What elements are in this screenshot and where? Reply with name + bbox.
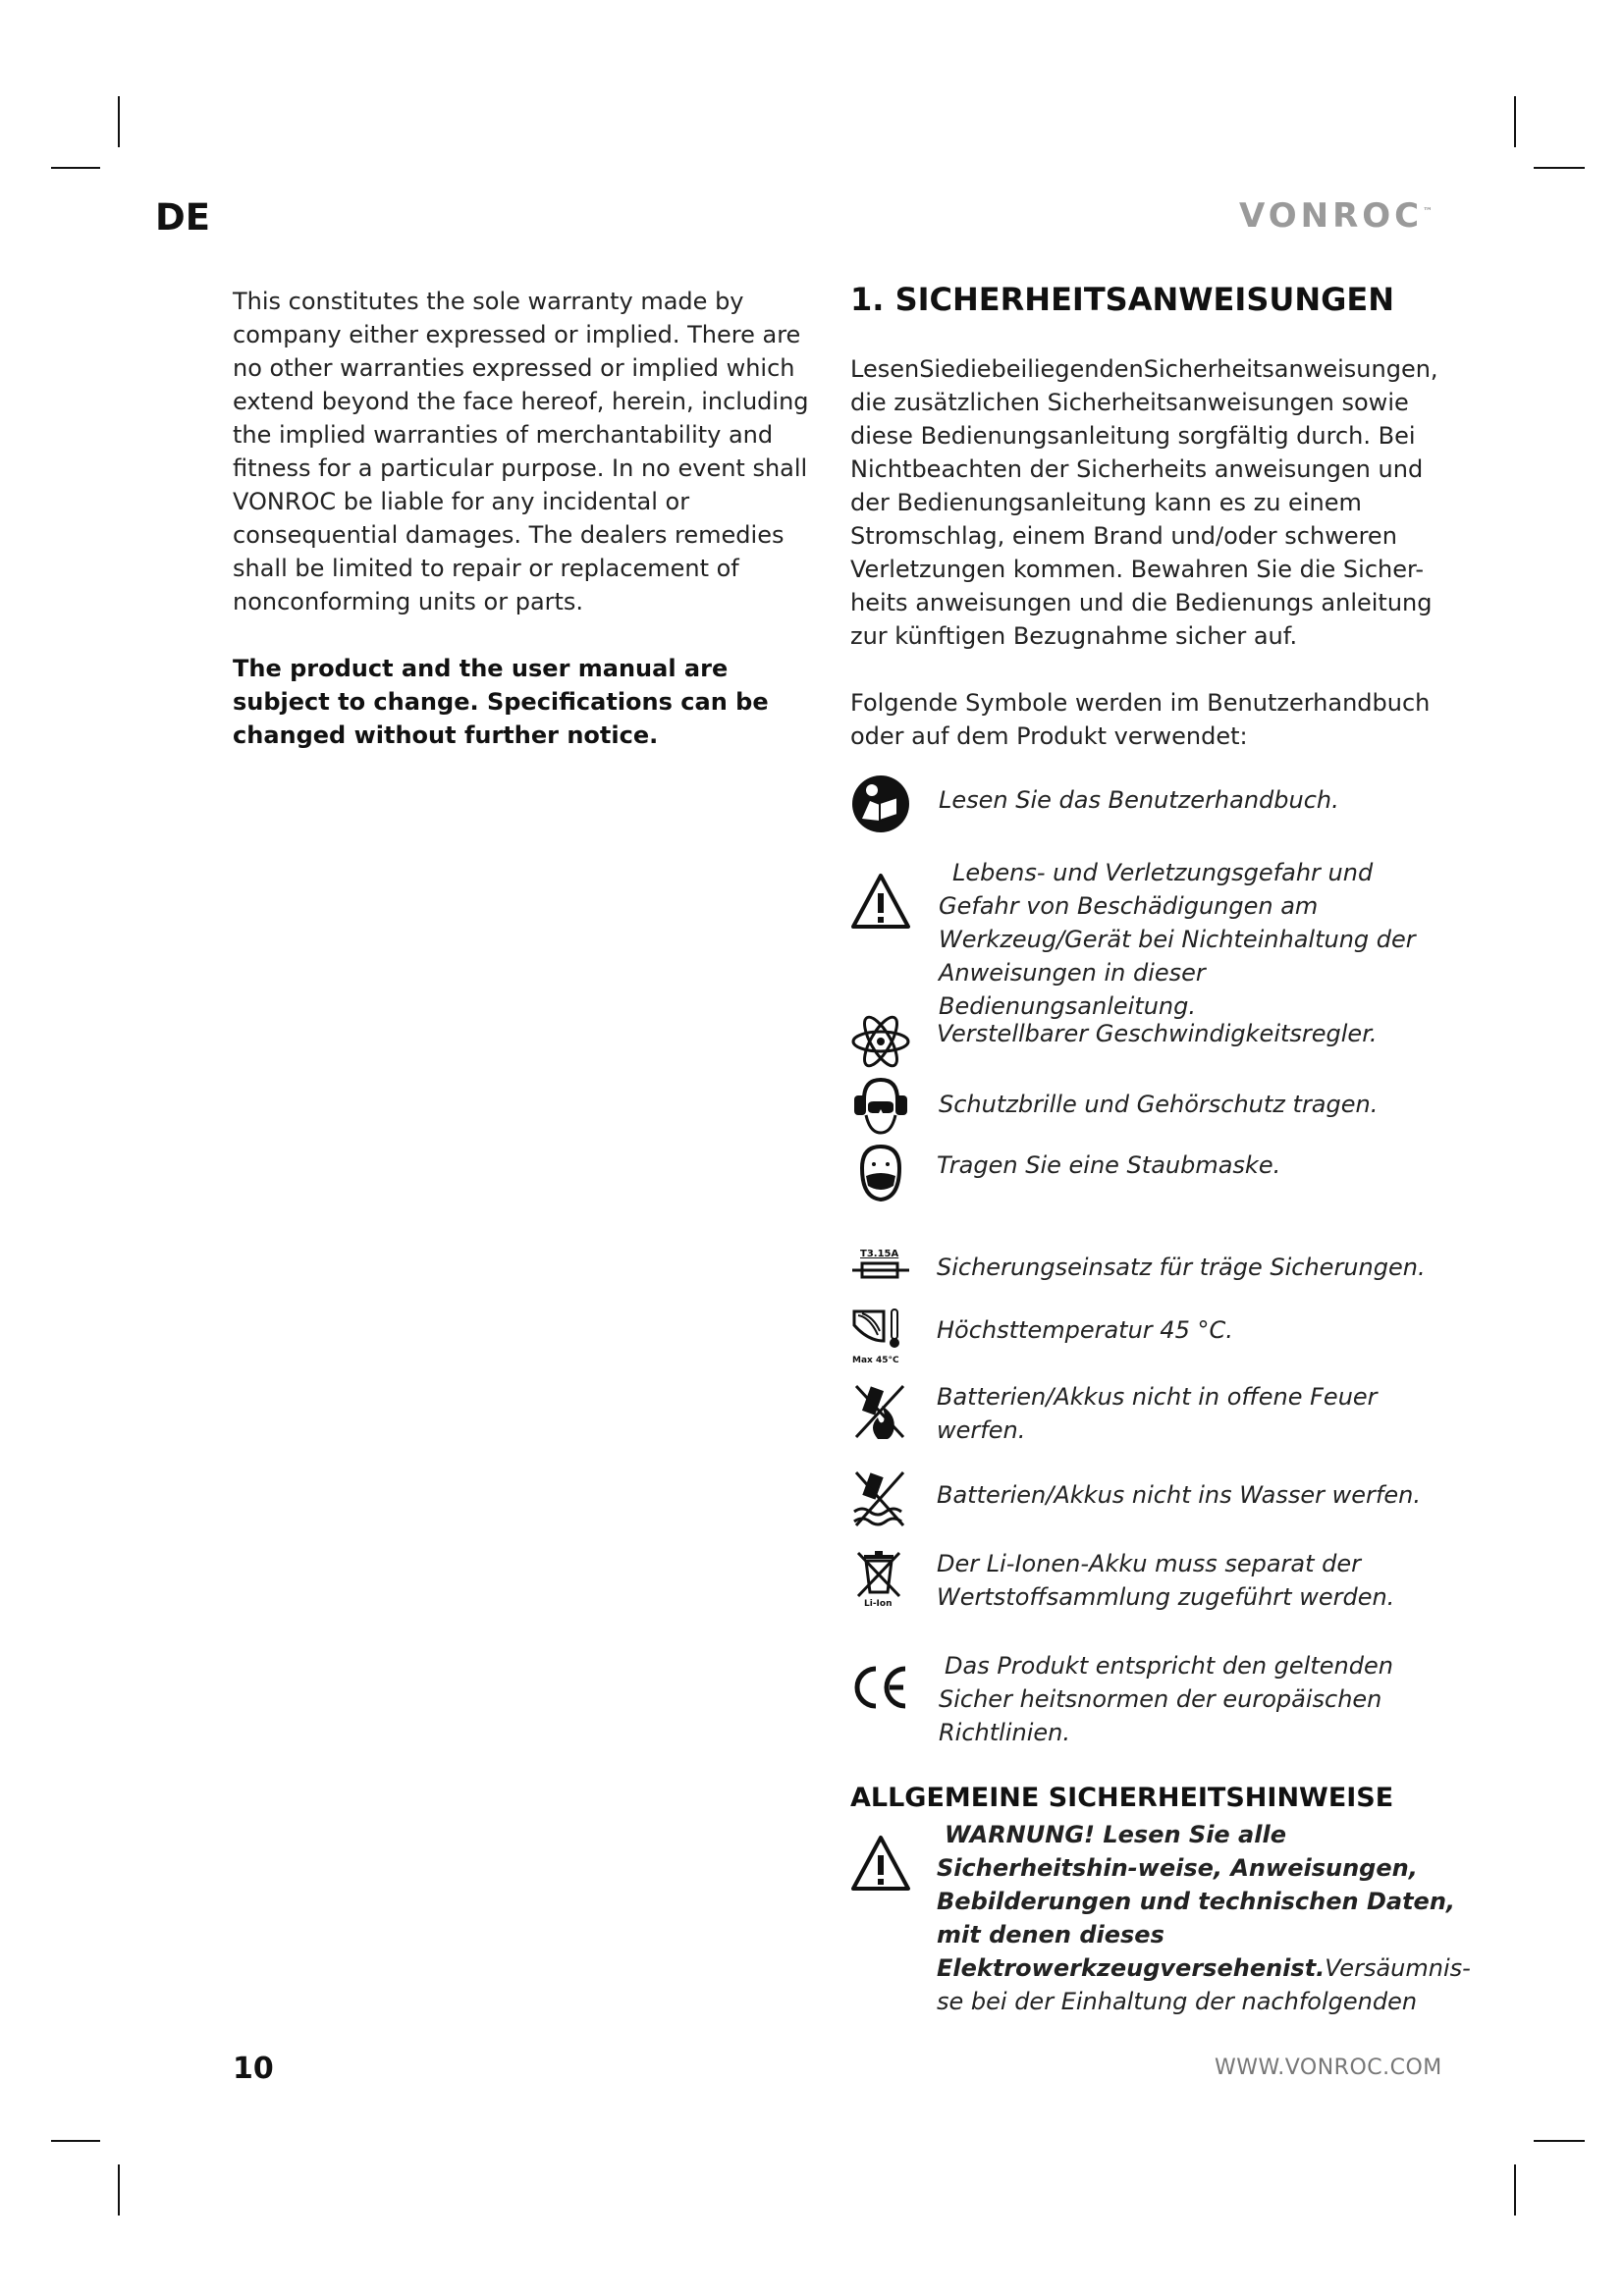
brand-logo	[1239, 196, 1433, 236]
ce-mark-icon	[850, 1663, 911, 1724]
li-ion-icon-label: Li-Ion	[864, 1599, 893, 1608]
no-water-battery-icon	[850, 1468, 911, 1529]
warning-triangle-icon	[850, 1834, 911, 1895]
goggles-ear-protection-icon	[850, 1076, 911, 1137]
symbol-text: Höchsttemperatur 45 °C.	[937, 1316, 1233, 1344]
general-safety-title: ALLGEMEINE SICHERHEITSHINWEISE	[850, 1783, 1394, 1813]
warning-bold-text: WARNUNG! Lesen Sie alle Sicherheitshin-weise, Anweisungen, Bebilderungen und technischen Daten, mit denen dieses Elektrowerkzeugversehenist.	[937, 1821, 1456, 1982]
symbol-text: Lesen Sie das Benutzerhandbuch.	[939, 786, 1339, 814]
no-fire-battery-icon	[850, 1380, 911, 1441]
symbol-text: Verstellbarer Geschwindigkeitsregler.	[937, 1020, 1378, 1047]
general-warning-text	[937, 1818, 1471, 2018]
symbol-text: Schutzbrille und Gehörschutz tragen.	[939, 1091, 1379, 1118]
crop-mark-bottom-left-h	[51, 2140, 100, 2142]
symbol-text: Tragen Sie eine Staubmaske.	[937, 1151, 1281, 1179]
fuse-icon	[850, 1245, 911, 1306]
max-temperature-icon-label: Max 45°C	[852, 1356, 899, 1365]
crop-mark-bottom-right-h	[1534, 2140, 1585, 2142]
change-notice-paragraph: The product and the user manual are subject to change. Specifications can be changed without further notice.	[233, 655, 769, 749]
read-manual-icon	[850, 774, 911, 834]
warranty-paragraph: This constitutes the sole warranty made by company either expressed or implied. There are no other warranties expressed or implied which extend beyond the face hereof, herein, including the implied warranties of merchantability and fitness for a particular purpose. In no event shall VONROC be liable for any incidental or consequential damages. The dealers remedies shall be limited to repair or replacement of nonconforming units or parts.	[233, 288, 809, 615]
symbol-text: Batterien/Akkus nicht in offene Feuer werfen.	[937, 1383, 1378, 1444]
li-ion-recycle-icon	[850, 1547, 911, 1608]
symbols-intro-paragraph: Folgende Symbole werden im Benutzerhandbuch oder auf dem Produkt verwendet:	[850, 689, 1431, 750]
crop-mark-bottom-left-v	[118, 2164, 120, 2216]
brand-logo-mark: ™	[1423, 206, 1434, 218]
right-column	[850, 278, 1459, 786]
warning-triangle-icon	[850, 872, 911, 933]
left-column	[233, 285, 822, 785]
crop-mark-top-left-v	[118, 96, 120, 147]
crop-mark-bottom-right-v	[1514, 2164, 1516, 2216]
dust-mask-icon	[850, 1143, 911, 1203]
crop-mark-top-right-v	[1514, 96, 1516, 147]
symbol-text: Batterien/Akkus nicht ins Wasser werfen.	[937, 1481, 1421, 1509]
speed-regulator-icon	[850, 1011, 911, 1072]
fuse-icon-label: T3.15A	[860, 1249, 899, 1259]
page-number: 10	[233, 2052, 274, 2086]
section-title: 1. SICHERHEITSANWEISUNGEN	[850, 281, 1395, 318]
max-temperature-icon	[850, 1306, 911, 1366]
symbol-text: Das Produkt entspricht den geltenden Sicher heitsnormen der europäischen Richtlinien.	[939, 1652, 1393, 1746]
website-url: WWW.VONROC.COM	[1215, 2056, 1442, 2080]
crop-mark-top-left-h	[51, 167, 100, 169]
brand-logo-text: VONROC	[1239, 196, 1424, 236]
symbol-text: Lebens- und Verletzungsgefahr und Gefahr von Beschädigungen am Werkzeug/Gerät bei Nichteinhaltung der Anweisungen in dieser Bedienungsanleitung.	[939, 859, 1416, 1020]
warning-rest-text: Versäumnis-se bei der Einhaltung der nachfolgenden	[937, 1954, 1471, 2015]
symbol-text: Sicherungseinsatz für träge Sicherungen.	[937, 1254, 1426, 1281]
intro-paragraph: LesenSiediebeiliegendenSicherheitsanweisungen, die zusätzlichen Sicherheitsanweisungen sowie diese Bedienungsanleitung sorgfältig durch. Bei Nichtbeachten der Sicherheits anweisungen und der Bedienungsanleitung kann es zu einem Stromschlag, einem Brand und/oder schweren Verletzungen kommen. Bewahren Sie die Sicher-heits anweisungen und die Bedienungs anleitung zur künftigen Bezugnahme sicher auf.	[850, 355, 1438, 650]
crop-mark-top-right-h	[1534, 167, 1585, 169]
symbol-text: Der Li-Ionen-Akku muss separat der Wertstoffsammlung zugeführt werden.	[937, 1550, 1395, 1611]
language-code: DE	[155, 196, 210, 239]
